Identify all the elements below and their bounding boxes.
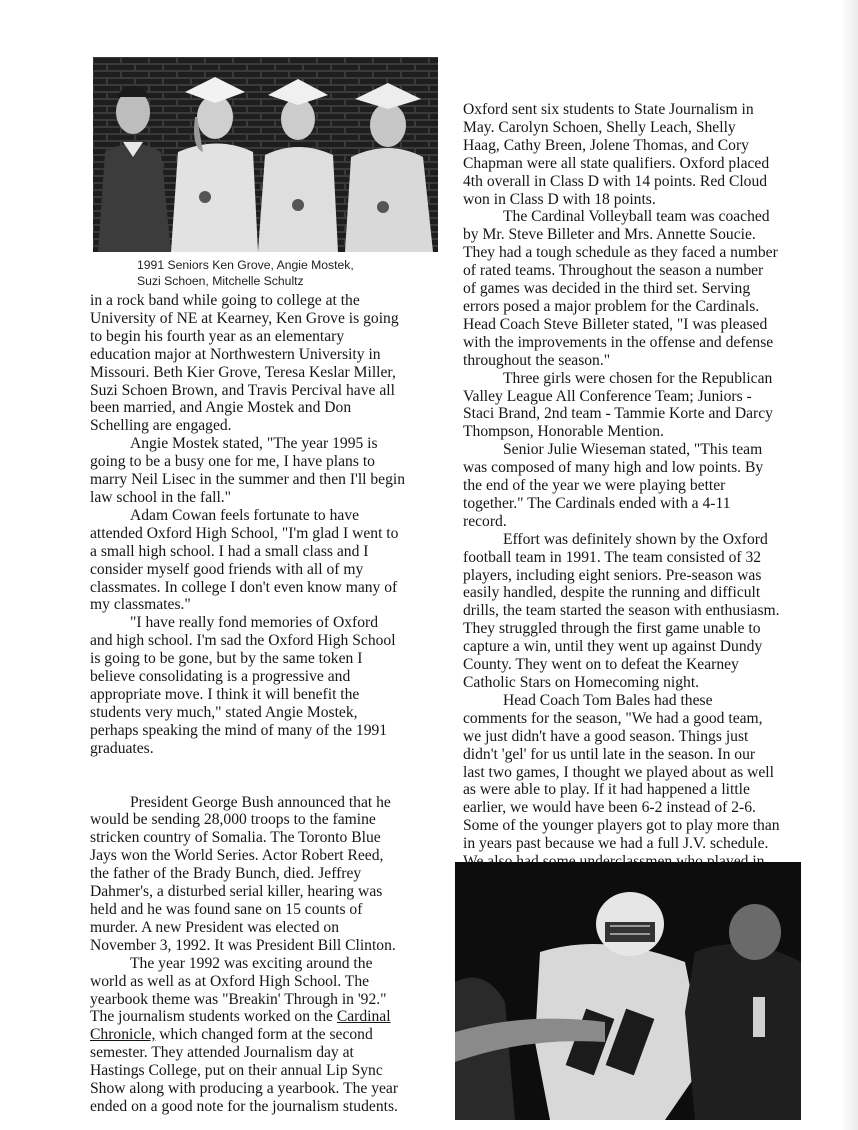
text-line: is going to be gone, but by the same token I (90, 650, 363, 668)
text-line: my classmates." (90, 596, 191, 614)
text-line: Hastings College, put on their annual Lip Sync (90, 1062, 383, 1080)
text-line: of rated teams. Throughout the season a number (463, 262, 764, 280)
text-line: to begin his fourth year as an elementary (90, 327, 345, 345)
text-line: "I have really fond memories of Oxford (130, 614, 378, 632)
text-line: Suzi Schoen Brown, and Travis Percival have all (90, 381, 395, 399)
text-line: comments for the season, "We had a good team, (463, 709, 763, 727)
text-line: Angie Mostek stated, "The year 1995 is (130, 435, 378, 453)
text-line: in years past because we had a full J.V. schedule. (463, 835, 769, 853)
paragraph (90, 614, 450, 757)
text-line: semester. They attended Journalism day at (90, 1044, 354, 1062)
text-line: throughout the season." (463, 351, 611, 369)
text-line: May. Carolyn Schoen, Shelly Leach, Shelly (463, 118, 736, 136)
paragraph (463, 441, 833, 531)
text-line: we just didn't have a good season. Things just (463, 727, 749, 745)
text-line: Jays won the World Series. Actor Robert Reed, (90, 847, 384, 865)
text-line: classmates. In college I don't even know many of (90, 578, 398, 596)
paragraph (463, 208, 833, 369)
text-line: Valley League All Conference Team; Juniors - (463, 387, 752, 405)
text-line: appropriate move. I think it will benefit the (90, 685, 360, 703)
text-line: was composed of many high and low points. By (463, 459, 764, 477)
text-line: Senior Julie Wieseman stated, "This team (503, 441, 763, 459)
text-line: of games was decided in the third set. Serving (463, 280, 751, 298)
text-line: marry Neil Lisec in the summer and then I'll begin (90, 471, 406, 489)
text-line: Head Coach Steve Billeter stated, "I was pleased (463, 315, 768, 333)
text-line: earlier, we would have been 6-2 instead of 2-6. (463, 799, 756, 817)
text-line: Effort was definitely shown by the Oxford (503, 530, 768, 548)
paragraph (463, 370, 833, 442)
text-line: They had a tough schedule as they faced a number (463, 244, 778, 262)
publication-title: Cardinal (336, 1008, 391, 1026)
text-line: drills, the team started the season with enthusiasm. (463, 602, 780, 620)
text-line: perhaps speaking the mind of many of the 1991 (90, 721, 388, 739)
text-fragment: which changed form at the second (155, 1026, 373, 1044)
text-line: the father of the Brady Bunch, died. Jeffrey (90, 865, 362, 883)
text-line: in a rock band while going to college at the (90, 292, 360, 309)
text-line: Staci Brand, 2nd team - Tammie Korte and Darcy (463, 405, 773, 423)
paragraph-gap (90, 776, 450, 794)
text-line: Schelling are engaged. (90, 417, 232, 435)
text-line: Head Coach Tom Bales had these (503, 691, 713, 709)
paragraph (463, 531, 833, 692)
text-line: a small high school. I had a small class and I (90, 542, 369, 560)
publication-title: Chronicle, (90, 1026, 156, 1044)
paragraph (463, 101, 833, 208)
text-line: The year 1992 was exciting around the (130, 954, 373, 972)
text-line: as were able to play. If it had happened a little (463, 781, 750, 799)
text-line: going to be a busy one for me, I have plans to (90, 453, 375, 471)
text-line: last two games, I thought we played about as well (463, 763, 774, 781)
text-line: ended on a good note for the journalism students. (90, 1097, 398, 1115)
text-line: believe consolidating is a progressive and (90, 668, 351, 686)
text-line: Oxford sent six students to State Journalism in (463, 101, 754, 118)
text-line: Thompson, Honorable Mention. (463, 423, 664, 441)
text-line: didn't 'gel' for us until late in the season. In our (463, 745, 756, 763)
text-line: the end of the year we were playing better (463, 477, 726, 495)
caption-line: Suzi Schoen, Mitchelle Schultz (137, 274, 304, 288)
paragraph (463, 692, 833, 871)
text-line: attended Oxford High School, "I'm glad I went to (90, 524, 399, 542)
text-line: world as well as at Oxford High School. The (90, 972, 370, 990)
text-line: won in Class D with 18 points. (463, 190, 656, 208)
text-line: easily handled, despite the running and difficult (463, 584, 761, 602)
text-line: 4th overall in Class D with 14 points. Red Cloud (463, 172, 768, 190)
left-column (90, 292, 450, 1116)
football-caption-cutoff (488, 1122, 688, 1130)
caption-line: 1991 Seniors Ken Grove, Angie Mostek, (137, 258, 354, 272)
text-line: Three girls were chosen for the Republican (503, 369, 773, 387)
text-line: held and he was found sane on 15 counts of (90, 901, 363, 918)
seniors-photo (93, 57, 438, 252)
text-line: together." The Cardinals ended with a 4-11 (463, 494, 731, 512)
paragraph (90, 435, 450, 507)
paragraph (90, 955, 450, 1116)
paragraph-gap (90, 758, 450, 776)
text-line: November 3, 1992. It was President Bill Clinton. (90, 936, 396, 954)
text-line: graduates. (90, 739, 154, 757)
paragraph (90, 794, 450, 955)
text-line: Chapman were all state qualifiers. Oxford placed (463, 154, 770, 172)
paragraph (90, 292, 450, 435)
text-line: The Cardinal Volleyball team was coached (503, 208, 770, 226)
text-line: Missouri. Beth Kier Grove, Teresa Keslar Miller, (90, 363, 396, 381)
right-column (463, 101, 833, 871)
text-line: players, including eight seniors. Pre-season was (463, 566, 762, 584)
text-line: Some of the younger players got to play more than (463, 817, 780, 835)
text-line: law school in the fall." (90, 488, 232, 506)
text-line: been married, and Angie Mostek and Don (90, 399, 352, 417)
text-line: Show along with producing a yearbook. The year (90, 1080, 399, 1098)
text-line: Adam Cowan feels fortunate to have (130, 506, 360, 524)
text-line: with the improvements in the offense and defense (463, 333, 774, 351)
text-line (90, 1008, 450, 1026)
text-line: Catholic Stars on Homecoming night. (463, 674, 700, 691)
text-line (90, 1026, 450, 1044)
text-line: and high school. I'm sad the Oxford High School (90, 632, 396, 650)
text-line: record. (463, 512, 507, 530)
text-line: President George Bush announced that he (130, 793, 391, 811)
text-line: stricken country of Somalia. The Toronto Blue (90, 829, 381, 847)
text-line: Haag, Cathy Breen, Jolene Thomas, and Cory (463, 136, 749, 154)
text-line: County. They went on to defeat the Kearney (463, 656, 739, 674)
photo-caption (137, 257, 407, 289)
football-photo (455, 862, 801, 1120)
text-fragment: The journalism students worked on the (90, 1008, 337, 1026)
text-line: football team in 1991. The team consisted of 32 (463, 548, 762, 566)
text-line: students very much," stated Angie Mostek, (90, 703, 358, 721)
text-line: University of NE at Kearney, Ken Grove is going (90, 309, 399, 327)
text-line: yearbook theme was "Breakin' Through in '92." (90, 990, 387, 1008)
text-line: would be sending 28,000 troops to the famine (90, 811, 376, 829)
page-edge-shadow (840, 0, 858, 1130)
text-line: consider myself good friends with all of my (90, 560, 364, 578)
text-line: They struggled through the first game unable to (463, 620, 761, 638)
paragraph (90, 507, 450, 614)
text-line: by Mr. Steve Billeter and Mrs. Annette Soucie. (463, 226, 756, 244)
text-line: murder. A new President was elected on (90, 918, 340, 936)
text-line: Dahmer's, a disturbed serial killer, hearing was (90, 883, 383, 901)
text-line: errors posed a major problem for the Cardinals. (463, 297, 760, 315)
text-line: capture a win, until they went up against Dundy (463, 638, 763, 656)
text-line: education major at Northwestern University in (90, 345, 381, 363)
